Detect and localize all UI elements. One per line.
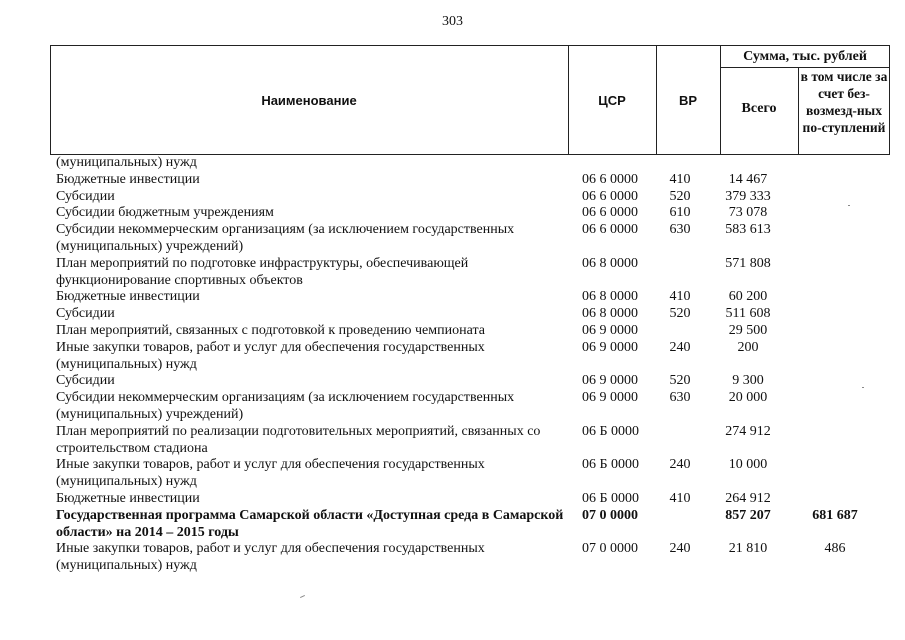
table-row (0, 155, 905, 172)
row-csr: 06 6 0000 (582, 222, 638, 238)
row-csr: 06 9 0000 (582, 322, 638, 338)
scan-speck (300, 595, 305, 598)
table-row (0, 491, 905, 508)
row-vr: 240 (669, 541, 691, 557)
row-name: Бюджетные инвестиции (56, 289, 200, 305)
table-row (0, 373, 905, 390)
row-total: 60 200 (728, 289, 768, 305)
row-csr: 07 0 0000 (582, 507, 638, 523)
row-vr: 520 (669, 188, 691, 204)
row-vr: 410 (669, 289, 691, 305)
row-name: Субсидии (56, 188, 115, 204)
table-row-program (0, 508, 905, 542)
row-total: 73 078 (728, 205, 768, 221)
table-row (0, 340, 905, 374)
table-row (0, 256, 905, 290)
row-total: 274 912 (725, 423, 771, 439)
row-vr: 410 (669, 490, 691, 506)
row-csr: 06 Б 0000 (582, 457, 640, 473)
row-total: 583 613 (725, 222, 771, 238)
row-total: 511 608 (725, 306, 771, 322)
row-csr: 06 6 0000 (582, 171, 638, 187)
row-csr: 06 Б 0000 (582, 490, 640, 506)
row-total: 9 300 (732, 373, 764, 389)
row-total: 10 000 (728, 457, 768, 473)
row-name: Иные закупки товаров, работ и услуг для обеспечения государственных (муниципальных) нужд (56, 339, 485, 372)
page-number: 303 (442, 14, 463, 29)
table-row (0, 424, 905, 458)
scan-speck (862, 387, 864, 388)
row-name: План мероприятий, связанных с подготовкой к проведению чемпионата (56, 322, 485, 338)
table-row (0, 172, 905, 189)
table-row (0, 289, 905, 306)
row-free: 681 687 (812, 507, 858, 523)
table-row (0, 222, 905, 256)
row-total: 20 000 (728, 390, 768, 406)
table-body (0, 155, 905, 575)
row-name: Государственная программа Самарской области «Доступная среда в Самарской области» на 2014 – 2015 годы (56, 507, 564, 540)
row-name: Субсидии бюджетным учреждениям (56, 205, 274, 221)
row-vr: 240 (669, 457, 691, 473)
table-row (0, 205, 905, 222)
row-vr: 520 (669, 373, 691, 389)
row-vr: 610 (669, 205, 691, 221)
row-name: Субсидии некоммерческим организациям (за исключением государственных (муниципальных) учреждений) (56, 222, 515, 254)
table-row (0, 323, 905, 340)
row-csr: 06 Б 0000 (582, 423, 640, 439)
row-total: 14 467 (728, 171, 768, 187)
row-total: 379 333 (725, 188, 771, 204)
row-name: План мероприятий по подготовке инфраструктуры, обеспечивающей функционирование спортивных объектов (56, 255, 469, 288)
row-name: План мероприятий по реализации подготовительных мероприятий, связанных со строительством стадиона (56, 423, 541, 456)
row-csr: 06 8 0000 (582, 289, 638, 305)
column-header-name: Наименование (261, 93, 357, 108)
row-csr: 06 6 0000 (582, 188, 638, 204)
row-vr: 630 (669, 390, 691, 406)
row-total: 571 808 (725, 255, 771, 271)
row-csr: 06 9 0000 (582, 390, 638, 406)
table-row (0, 457, 905, 491)
row-name: Бюджетные инвестиции (56, 171, 200, 187)
row-csr: 06 9 0000 (582, 339, 638, 355)
row-csr: 06 8 0000 (582, 255, 638, 271)
column-header-free: в том числе за счет без-возмезд-ных по-ступлений (800, 69, 888, 135)
row-csr: 07 0 0000 (582, 541, 638, 557)
row-csr: 06 8 0000 (582, 306, 638, 322)
row-vr: 520 (669, 306, 691, 322)
scan-speck (848, 205, 850, 206)
row-total: 857 207 (725, 507, 771, 523)
table-row (0, 189, 905, 206)
table-row (0, 390, 905, 424)
row-name: Субсидии некоммерческим организациям (за исключением государственных (муниципальных) учреждений) (56, 390, 515, 422)
row-total: 29 500 (728, 322, 768, 338)
column-header-vr: ВР (678, 93, 698, 108)
row-name: Иные закупки товаров, работ и услуг для обеспечения государственных (муниципальных) нужд (56, 541, 485, 574)
row-name: Субсидии (56, 373, 115, 389)
table-row (0, 541, 905, 575)
column-header-total: Всего (741, 101, 777, 116)
row-vr: 240 (669, 339, 691, 355)
column-header-csr: ЦСР (598, 93, 626, 108)
column-header-sum: Сумма, тыс. рублей (743, 49, 867, 64)
row-total: 200 (737, 339, 759, 355)
row-vr: 630 (669, 222, 691, 238)
row-csr: 06 6 0000 (582, 205, 638, 221)
row-csr: 06 9 0000 (582, 373, 638, 389)
row-name: Иные закупки товаров, работ и услуг для обеспечения государственных (муниципальных) нужд (56, 457, 485, 490)
table-row (0, 306, 905, 323)
row-total: 264 912 (725, 490, 771, 506)
row-name: Субсидии (56, 306, 115, 322)
row-name: (муниципальных) нужд (56, 155, 197, 170)
row-free: 486 (824, 541, 846, 557)
row-name: Бюджетные инвестиции (56, 490, 200, 506)
row-total: 21 810 (728, 541, 768, 557)
row-vr: 410 (669, 171, 691, 187)
